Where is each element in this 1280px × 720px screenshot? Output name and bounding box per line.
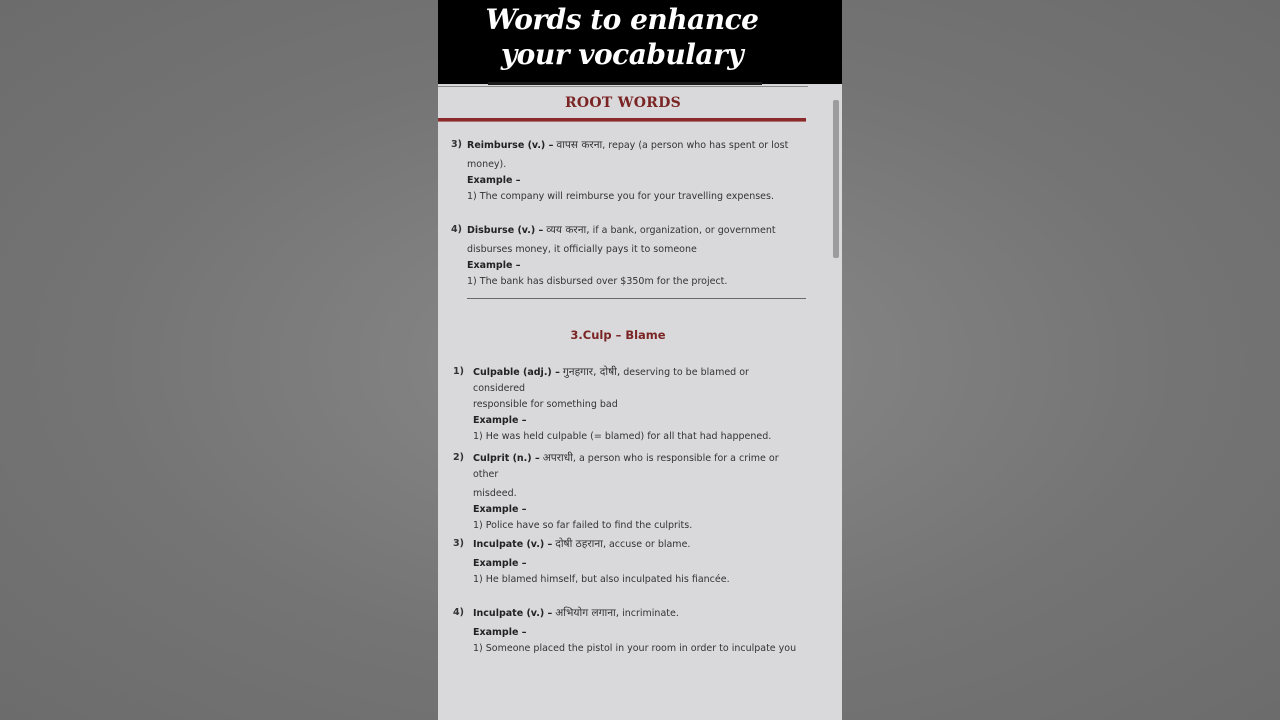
example-label: Example – (473, 558, 527, 569)
example-label: Example – (473, 415, 527, 426)
example-sentence: 1) Police have so far failed to find the culprits. (473, 520, 693, 531)
entry-number: 1) (453, 366, 464, 377)
example-label: Example – (473, 627, 527, 638)
entry-number: 2) (453, 452, 464, 463)
entry-def-1: if a bank, organization, or government (589, 225, 776, 236)
top-rule (438, 86, 808, 87)
entry-definition-line-1 (467, 222, 801, 239)
entry-definition-line-1 (473, 364, 803, 397)
example-label: Example – (467, 260, 521, 271)
example-sentence: 1) The bank has disbursed over $350m for the project. (467, 276, 728, 287)
entry-number: 3) (453, 538, 464, 549)
entry-hindi: वापस करना (556, 139, 603, 151)
entry-def-2: misdeed. (473, 488, 517, 499)
separator-rule (467, 298, 806, 299)
subsection-title: 3.Culp – Blame (570, 328, 666, 342)
entry-culpable (453, 364, 803, 442)
example-label: Example – (467, 175, 521, 186)
entry-definition-line-1 (473, 450, 803, 483)
entry-inculpate-incriminate (453, 605, 803, 660)
title-banner (438, 0, 842, 84)
example-sentence: 1) He blamed himself, but also inculpated his fiancée. (473, 574, 730, 585)
entry-definition-line-1 (467, 137, 801, 154)
entry-hindi: व्यय करना, (546, 224, 590, 236)
short-video-panel (438, 0, 842, 720)
entry-def-1: deserving to be blamed or considered (473, 367, 749, 394)
entry-inculpate-accuse (453, 536, 803, 591)
entry-def-2: responsible for something bad (473, 399, 618, 410)
entry-hindi: अभियोग लगाना, (555, 607, 620, 619)
entry-hindi: अपराधी (542, 452, 573, 464)
example-sentence: 1) The company will reimburse you for your travelling expenses. (467, 191, 774, 202)
entry-number: 4) (451, 224, 462, 235)
entry-headword: Inculpate (v.) – (473, 608, 553, 619)
example-sentence: 1) He was held culpable (= blamed) for all that had happened. (473, 431, 772, 442)
example-label: Example – (473, 504, 527, 515)
entry-headword: Inculpate (v.) – (473, 539, 553, 550)
document-page (438, 85, 842, 720)
entry-definition-line-1 (473, 536, 803, 553)
entry-number: 3) (451, 139, 462, 150)
entry-def-1: incriminate. (619, 608, 679, 619)
entry-headword: Reimburse (v.) – (467, 140, 554, 151)
entry-hindi: गुनहगार, दोषी, (562, 366, 621, 378)
entry-culprit (453, 450, 803, 531)
entry-def-1: , repay (a person who has spent or lost (602, 140, 789, 151)
entry-def-1: , accuse or blame. (602, 539, 691, 550)
entry-headword: Culprit (n.) – (473, 453, 540, 464)
banner-title (438, 2, 806, 72)
banner-title-line-2: your vocabulary (500, 38, 744, 71)
entry-def-2: disburses money, it officially pays it to someone (467, 244, 697, 255)
example-sentence: 1) Someone placed the pistol in your room in order to inculpate you (473, 643, 797, 654)
title-rule (438, 118, 806, 121)
entry-headword: Culpable (adj.) – (473, 367, 560, 378)
entry-number: 4) (453, 607, 464, 618)
entry-hindi: दोषी ठहराना (555, 538, 603, 550)
scrollbar[interactable] (833, 100, 839, 258)
entry-definition-line-1 (473, 605, 803, 622)
entry-def-2: money). (467, 159, 507, 170)
entry-disburse (451, 222, 801, 292)
entry-def-1: , a person who is responsible for a crime or other (473, 453, 779, 480)
entry-headword: Disburse (v.) – (467, 225, 544, 236)
entry-reimburse (451, 137, 801, 207)
banner-title-line-1: Words to enhance (485, 3, 759, 36)
section-title: ROOT WORDS (564, 95, 682, 111)
